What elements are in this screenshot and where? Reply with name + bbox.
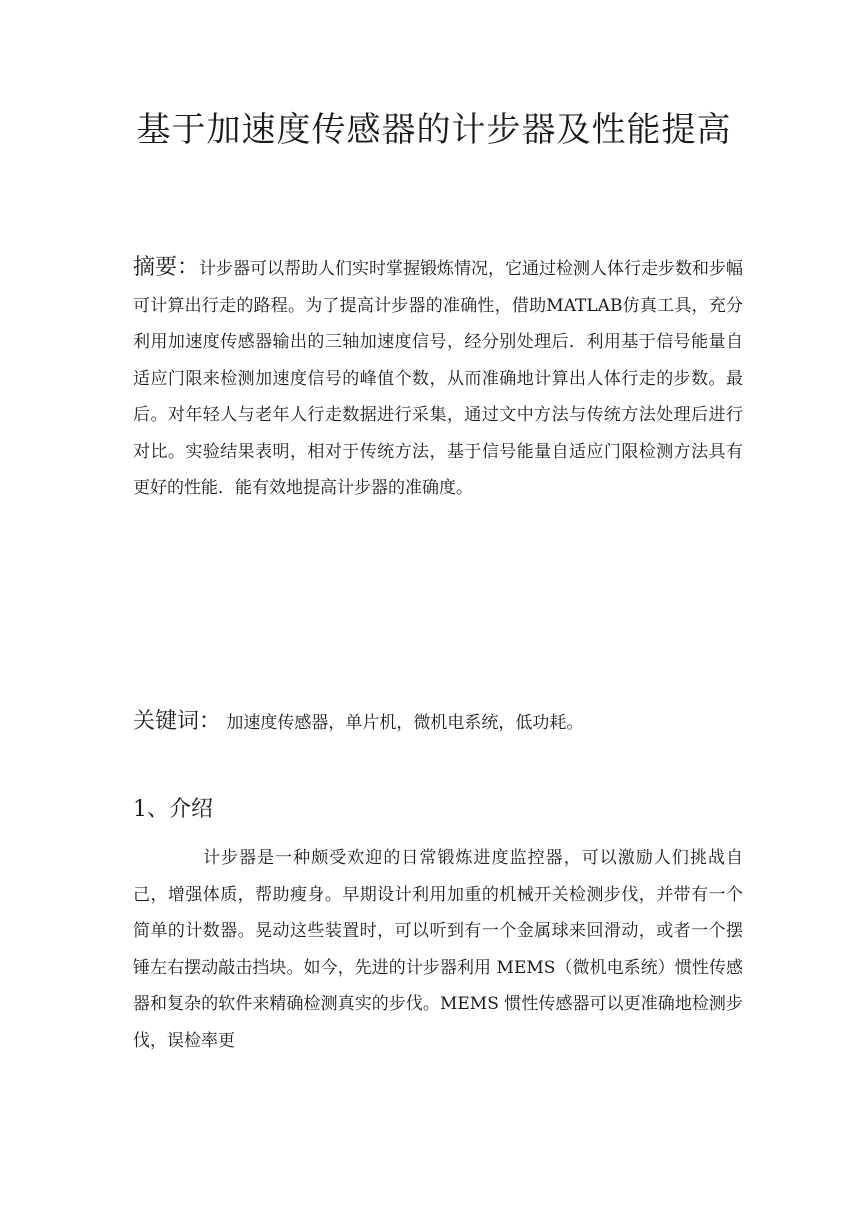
abstract-label: 摘要： — [133, 255, 200, 280]
keywords — [133, 704, 743, 741]
section-heading-introduction: 1、介绍 — [133, 797, 213, 822]
paper-title: 基于加速度传感器的计步器及性能提高 — [136, 110, 732, 150]
abstract-text: 计步器可以帮助人们实时掌握锻炼情况，它通过检测人体行走步数和步幅可计算出行走的路程。为了提高计步器的准确性，借助MATLAB仿真工具，充分利用加速度传感器输出的三轴加速度信号，经分别处理后．利用基于信号能量自适应门限来检测加速度信号的峰值个数，从而准确地计算出人体行走的步数。最后。对年轻人与老年人行走数据进行采集，通过文中方法与传统方法处理后进行对比。实验结果表明，相对于传统方法，基于信号能量自适应门限检测方法具有更好的性能．能有效地提高计步器的准确度。 — [133, 259, 744, 498]
keywords-label: 关键词： — [133, 709, 222, 734]
introduction-paragraph: 计步器是一种颇受欢迎的日常锻炼进度监控器，可以激励人们挑战自己，增强体质，帮助瘦身。早期设计利用加重的机械开关检测步伐，并带有一个简单的计数器。晃动这些装置时，可以听到有一个金属球来回滑动，或者一个摆锤左右摆动敲击挡块。如今，先进的计步器利用 MEMS（微机电系统）惯性传感器和复杂的软件来精确检测真实的步伐。MEMS 惯性传感器可以更准确地检测步伐，误检率更 — [133, 848, 743, 1051]
keywords-text: 加速度传感器，单片机，微机电系统，低功耗。 — [221, 713, 584, 733]
abstract — [133, 250, 743, 507]
